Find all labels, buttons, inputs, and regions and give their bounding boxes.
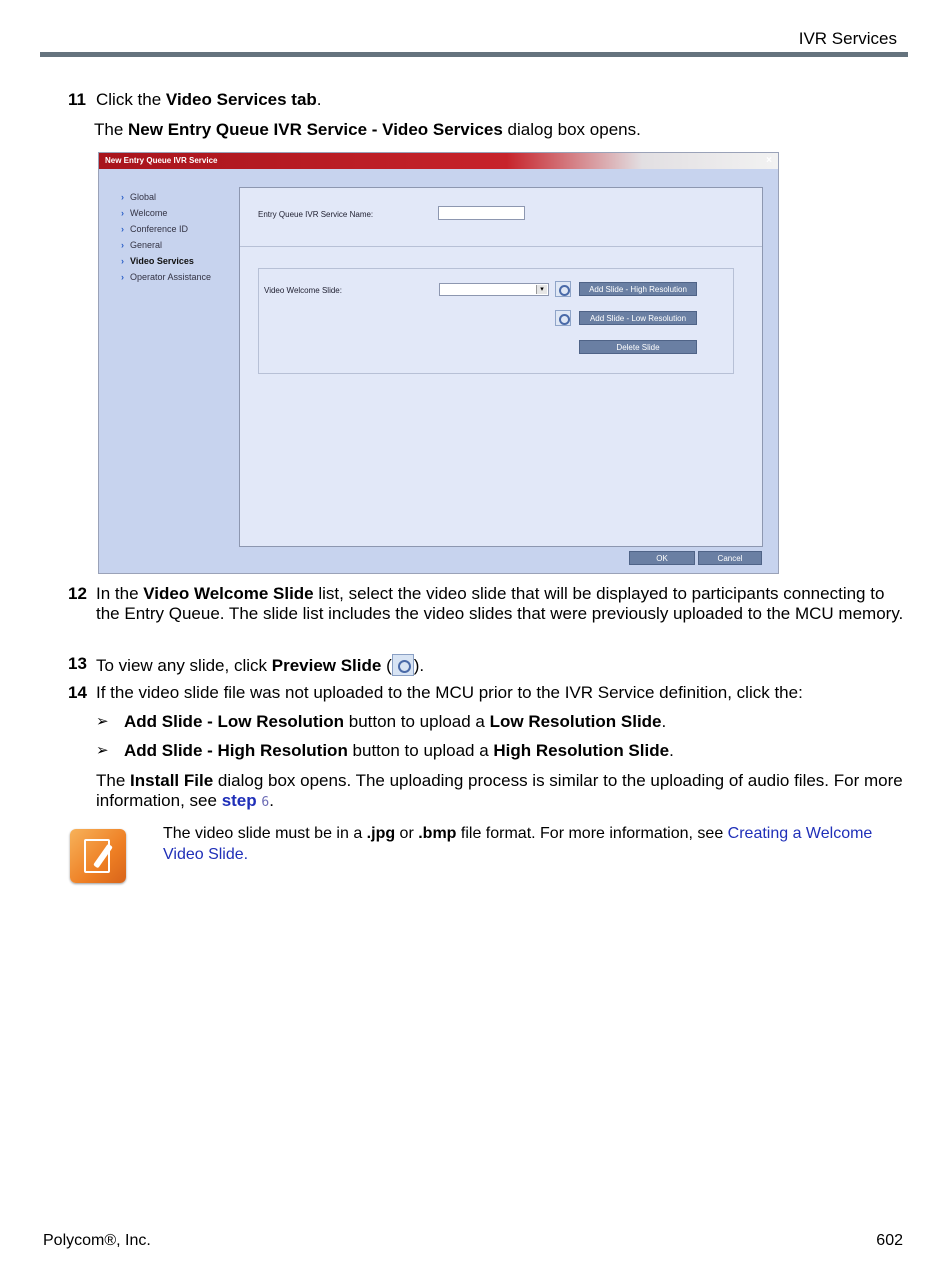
chevron-down-icon: ▾ [536,285,547,294]
note-text: The video slide must be in a .jpg or .bmp file format. For more information, see Creating a Welcome Video Slide. [163,825,873,863]
dialog-nav [121,189,211,285]
service-name-label: Entry Queue IVR Service Name: [258,210,374,219]
chevron-right-icon: › [121,256,124,266]
close-icon[interactable]: × [766,155,772,166]
step-number-11: 11 [68,90,86,109]
chevron-right-icon: › [121,208,124,218]
preview-slide-icon[interactable] [555,310,571,326]
bullet-arrow-icon: ➢ [96,713,109,730]
step-number-12: 12 [68,584,87,603]
nav-item-conference-id[interactable]: › Conference ID [121,224,189,234]
dialog-screenshot [98,152,779,574]
cancel-button[interactable]: Cancel [698,551,762,565]
service-name-input[interactable] [438,206,525,220]
welcome-slide-label: Video Welcome Slide: [264,286,342,295]
bullet-low-resolution: Add Slide - Low Resolution button to upload a Low Resolution Slide. [124,712,667,731]
step-14-text: If the video slide file was not uploaded to the MCU prior to the IVR Service definition, click the: [96,683,803,702]
page-number: 602 [876,1232,903,1249]
note-icon [70,829,126,883]
ok-button[interactable]: OK [629,551,695,565]
preview-slide-icon[interactable] [555,281,571,297]
delete-slide-button[interactable]: Delete Slide [579,340,697,354]
step-6-link[interactable]: step 6 [221,791,270,810]
add-slide-high-button[interactable]: Add Slide - High Resolution [579,282,697,296]
nav-item-video-services[interactable]: › Video Services [121,256,194,266]
header-rule [40,52,908,57]
nav-item-global[interactable]: › Global [121,192,157,202]
welcome-slide-dropdown[interactable] [439,283,549,296]
panel-separator [240,246,762,247]
bullet-high-resolution: Add Slide - High Resolution button to upload a High Resolution Slide. [124,741,674,760]
preview-slide-icon [392,654,414,676]
nav-item-general[interactable]: › General [121,240,163,250]
bullet-arrow-icon: ➢ [96,742,109,759]
running-header: IVR Services [798,29,897,48]
nav-item-welcome[interactable]: › Welcome [121,208,168,218]
chevron-right-icon: › [121,224,124,234]
install-file-paragraph: The Install File dialog box opens. The uploading process is similar to the uploading of audio files. For more information, see step 6. [96,771,903,810]
dialog-title: New Entry Queue IVR Service [105,156,218,165]
chevron-right-icon: › [121,240,124,250]
step-number-14: 14 [68,683,87,702]
step-12-text: In the Video Welcome Slide list, select the video slide that will be displayed to participants connecting to the Entry Queue. The slide list includes the video slides that were previously uploaded to the MCU memory. [96,584,904,623]
step-13-text: To view any slide, click Preview Slide ( ). [96,656,425,675]
video-slide-group [258,268,734,374]
footer-company: Polycom®, Inc. [43,1232,151,1249]
creating-welcome-slide-link[interactable]: Creating a Welcome Video Slide [163,825,873,863]
step-11-text: Click the Video Services tab. [96,90,322,109]
step-11-result: The New Entry Queue IVR Service - Video Services dialog box opens. [94,120,641,139]
step-number-13: 13 [68,654,87,673]
dialog-title-bar [99,153,778,169]
nav-item-operator-assistance[interactable]: › Operator Assistance [121,272,212,282]
add-slide-low-button[interactable]: Add Slide - Low Resolution [579,311,697,325]
chevron-right-icon: › [121,192,124,202]
dialog-content-panel [239,187,763,547]
chevron-right-icon: › [121,272,124,282]
